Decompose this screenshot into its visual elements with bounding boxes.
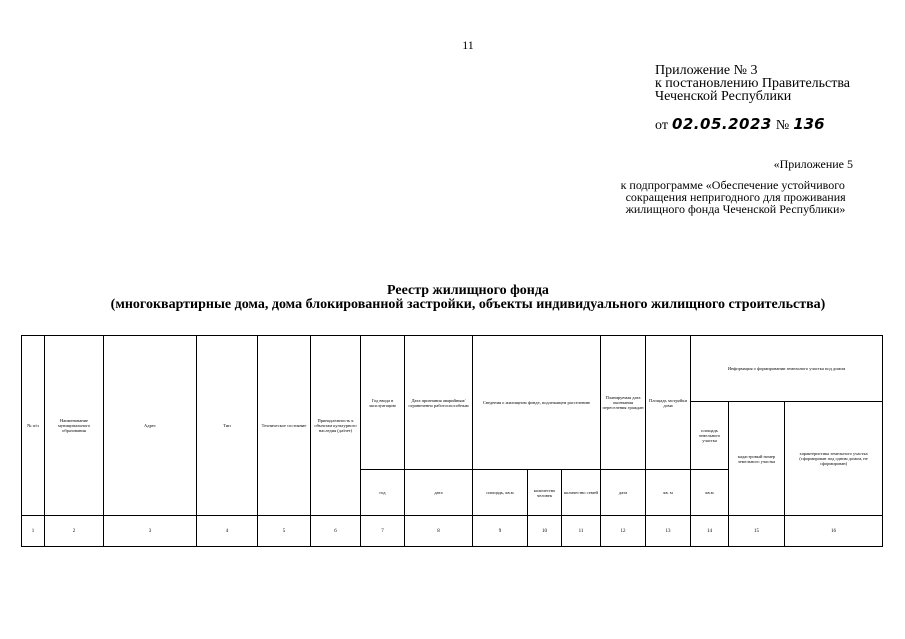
annex-line-1: к подпрограмме «Обеспечение устойчивого (620, 178, 845, 192)
column-index: 4 (197, 516, 258, 547)
annex-title: «Приложение 5 (773, 157, 853, 171)
header-land-characteristic: характеристика земельного участка (сформирован под одним домом, не сформирован) (785, 402, 883, 516)
column-index: 16 (785, 516, 883, 547)
appendix-block (655, 64, 850, 132)
header-condition: Техническое состояние (258, 336, 311, 516)
header-heritage: Принадлежность к объектам культурного наследия (да/нет) (311, 336, 361, 516)
annex-block (621, 158, 853, 215)
header-type: Тип (197, 336, 258, 516)
column-index: 11 (562, 516, 601, 547)
column-index: 6 (311, 516, 361, 547)
unit-people: количество человек (528, 470, 562, 516)
registry-table (21, 335, 883, 547)
annex-line-3: жилищного фонда Чеченской Республики» (625, 202, 846, 216)
unit-date: дата (405, 470, 473, 516)
unit-area: площадь, кв.м (473, 470, 528, 516)
header-planned-date: Планируемая дата окончания переселения граждан (601, 336, 646, 470)
column-index: 5 (258, 516, 311, 547)
heading-line-1: Реестр жилищного фонда (387, 283, 549, 298)
unit-families: количество семей (562, 470, 601, 516)
unit-land-area: кв.м (691, 470, 729, 516)
number-sign: № (775, 118, 790, 133)
header-emergency-date: Дата признания аварийным/ограниченно работоспособным (405, 336, 473, 470)
unit-year: год (361, 470, 405, 516)
annex-line-2: сокращения непригодного для проживания (625, 190, 846, 204)
page-number: 11 (462, 38, 474, 52)
registry-heading (0, 284, 905, 312)
column-index: 15 (729, 516, 785, 547)
header-housing-info: Сведения о жилищном фонде, подлежащем расселению (473, 336, 601, 470)
heading-line-2: (многоквартирные дома, дома блокированной застройки, объекты индивидуального жилищного строительства) (110, 297, 826, 312)
from-prefix: от (655, 118, 668, 133)
column-index: 14 (691, 516, 729, 547)
unit-planned-date: дата (601, 470, 646, 516)
column-index: 13 (646, 516, 691, 547)
appendix-title: Приложение № 3 (655, 63, 758, 78)
column-index: 9 (473, 516, 528, 547)
appendix-line-2: Чеченской Республики (655, 89, 792, 104)
unit-house-area: кв. м (646, 470, 691, 516)
column-index: 1 (22, 516, 45, 547)
column-index: 7 (361, 516, 405, 547)
appendix-line-1: к постановлению Правительства (655, 76, 851, 91)
decree-number: 136 (793, 115, 825, 133)
column-index: 3 (104, 516, 197, 547)
header-land-area: площадь земельного участка (691, 402, 729, 470)
decree-reference (655, 115, 850, 133)
header-num: № п/п (22, 336, 45, 516)
column-index: 10 (528, 516, 562, 547)
column-index: 2 (45, 516, 104, 547)
header-cadastral: кадастровый номер земельного участка (729, 402, 785, 516)
header-municipality: Наименование муниципального образования (45, 336, 104, 516)
decree-date: 02.05.2023 (671, 115, 772, 133)
header-year: Год ввода в эксплуатацию (361, 336, 405, 470)
column-index: 8 (405, 516, 473, 547)
header-land-info: Информация о формировании земельного участка под домом (691, 336, 883, 402)
column-index: 12 (601, 516, 646, 547)
header-house-area: Площадь застройки дома (646, 336, 691, 470)
header-address: Адрес (104, 336, 197, 516)
